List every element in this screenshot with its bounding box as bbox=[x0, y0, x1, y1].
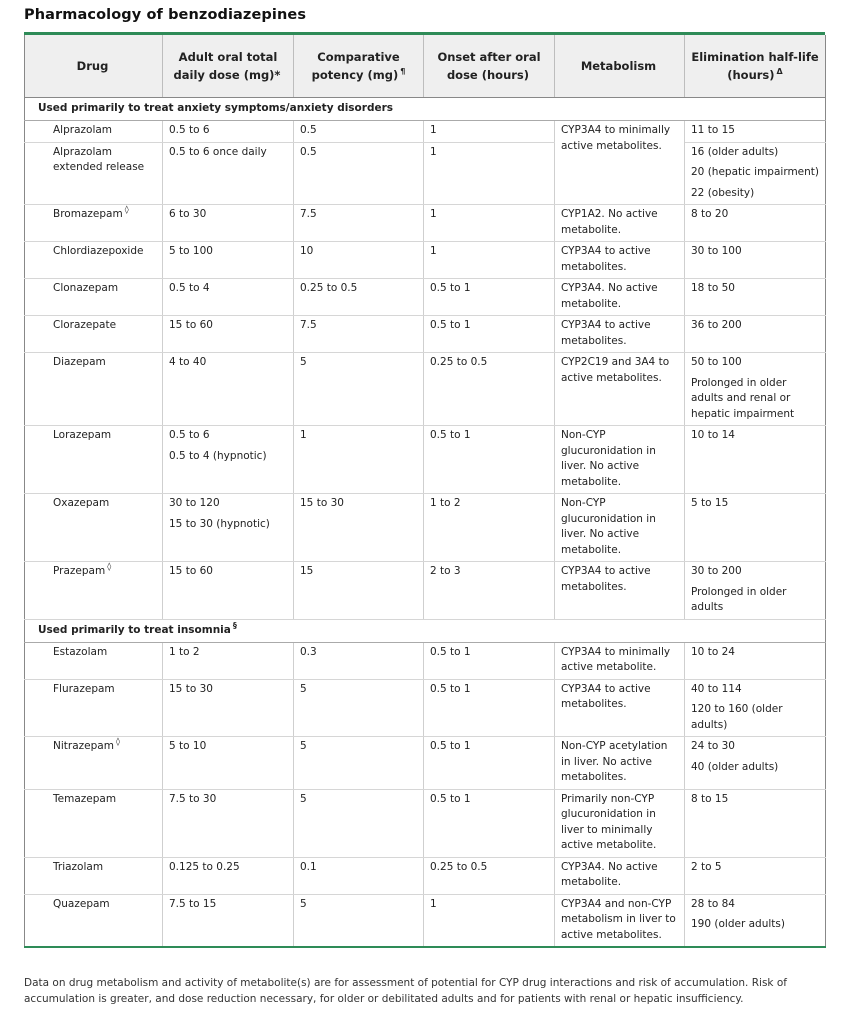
col-header-onset: Onset after oral dose (hours) bbox=[424, 35, 555, 98]
metabolism-cell: CYP3A4 to minimally active metabolite. bbox=[555, 642, 685, 679]
drug-cell bbox=[25, 279, 163, 316]
table-row bbox=[25, 679, 826, 737]
drug-name: Clonazepam bbox=[53, 282, 119, 294]
dose-line: 7.5 to 15 bbox=[169, 897, 217, 910]
onset-cell: 1 bbox=[424, 121, 555, 143]
half-life-cell bbox=[685, 121, 826, 143]
drug-name: Clorazepate bbox=[53, 319, 117, 331]
onset-cell: 0.5 to 1 bbox=[424, 679, 555, 737]
half-life-cell bbox=[685, 494, 826, 562]
drug-cell bbox=[25, 494, 163, 562]
dose-cell bbox=[163, 857, 294, 894]
metabolism-cell: CYP2C19 and 3A4 to active metabolites. bbox=[555, 353, 685, 426]
dose-cell bbox=[163, 242, 294, 279]
dose-line: 0.5 to 4 (hypnotic) bbox=[169, 449, 267, 462]
half-life-line: 190 (older adults) bbox=[691, 918, 785, 930]
benzodiazepine-table bbox=[24, 35, 826, 948]
potency-cell: 15 bbox=[294, 562, 424, 620]
onset-cell: 1 bbox=[424, 894, 555, 947]
dose-line: 15 to 60 bbox=[169, 565, 213, 577]
drug-cell bbox=[25, 679, 163, 737]
onset-cell: 1 bbox=[424, 242, 555, 279]
potency-cell: 7.5 bbox=[294, 316, 424, 353]
metabolism-cell: CYP3A4. No active metabolite. bbox=[555, 279, 685, 316]
metabolism-cell: CYP3A4 to active metabolites. bbox=[555, 679, 685, 737]
metabolism-cell: CYP3A4 and non-CYP metabolism in liver to active metabolites. bbox=[555, 894, 685, 947]
drug-name: Quazepam bbox=[53, 897, 110, 910]
section-heading bbox=[25, 98, 826, 121]
potency-cell: 1 bbox=[294, 426, 424, 494]
col-header-potency: Comparative potency (mg) ¶ bbox=[294, 35, 424, 98]
section-row bbox=[25, 619, 826, 642]
dose-line: 6 to 30 bbox=[169, 208, 207, 220]
table-row bbox=[25, 142, 826, 205]
table-row bbox=[25, 494, 826, 562]
half-life-line: 40 (older adults) bbox=[691, 760, 779, 773]
half-life-line: 18 to 50 bbox=[691, 282, 735, 294]
half-life-line: 20 (hepatic impairment) bbox=[691, 166, 820, 178]
drug-name: Temazepam bbox=[53, 792, 117, 805]
half-life-cell bbox=[685, 242, 826, 279]
table-row bbox=[25, 789, 826, 857]
drug-name: Alprazolam bbox=[53, 124, 113, 136]
half-life-cell bbox=[685, 142, 826, 205]
drug-name: Alprazolam extended release bbox=[53, 145, 145, 173]
potency-cell: 0.5 bbox=[294, 142, 424, 205]
dose-line: 1 to 2 bbox=[169, 645, 200, 658]
drug-cell bbox=[25, 894, 163, 947]
table-row bbox=[25, 737, 826, 790]
dose-cell bbox=[163, 679, 294, 737]
half-life-line: 30 to 100 bbox=[691, 245, 742, 257]
drug-name: Prazepam ◊ bbox=[53, 562, 112, 577]
dose-line: 30 to 120 bbox=[169, 497, 220, 509]
drug-cell bbox=[25, 737, 163, 790]
half-life-line: 40 to 114 bbox=[691, 682, 742, 695]
section-heading bbox=[25, 619, 826, 642]
half-life-line: 120 to 160 (older adults) bbox=[691, 703, 783, 731]
dose-line: 0.5 to 4 bbox=[169, 282, 210, 294]
onset-cell: 1 bbox=[424, 142, 555, 205]
col-header-half-life: Elimination half-life (hours) $^\Delta$ bbox=[685, 35, 826, 98]
drug-name: Estazolam bbox=[53, 645, 108, 658]
drug-cell bbox=[25, 242, 163, 279]
dose-cell bbox=[163, 494, 294, 562]
onset-cell: 2 to 3 bbox=[424, 562, 555, 620]
potency-cell: 5 bbox=[294, 353, 424, 426]
half-life-line: 11 to 15 bbox=[691, 124, 735, 136]
dose-line: 0.5 to 6 bbox=[169, 429, 210, 441]
onset-cell: 0.5 to 1 bbox=[424, 426, 555, 494]
table-row bbox=[25, 205, 826, 242]
potency-cell: 0.3 bbox=[294, 642, 424, 679]
table-row bbox=[25, 121, 826, 143]
section-row bbox=[25, 98, 826, 121]
half-life-cell bbox=[685, 857, 826, 894]
potency-cell: 0.5 bbox=[294, 121, 424, 143]
drug-name: Triazolam bbox=[53, 860, 104, 873]
drug-name: Lorazepam bbox=[53, 429, 112, 441]
half-life-cell bbox=[685, 205, 826, 242]
section-label: Used primarily to treat insomnia bbox=[38, 623, 231, 636]
potency-cell: 0.25 to 0.5 bbox=[294, 279, 424, 316]
drug-name: Nitrazepam ◊ bbox=[53, 737, 120, 752]
drug-footnote-mark: ◊ bbox=[115, 737, 120, 746]
dose-cell bbox=[163, 205, 294, 242]
dose-line: 0.5 to 6 bbox=[169, 124, 210, 136]
drug-cell bbox=[25, 205, 163, 242]
half-life-line: 30 to 200 bbox=[691, 565, 742, 577]
drug-name: Chlordiazepoxide bbox=[53, 245, 144, 257]
drug-name: Oxazepam bbox=[53, 497, 110, 509]
table-header bbox=[25, 35, 826, 98]
drug-cell bbox=[25, 789, 163, 857]
half-life-cell bbox=[685, 679, 826, 737]
drug-name: Diazepam bbox=[53, 356, 106, 368]
half-life-line: 50 to 100 bbox=[691, 356, 742, 368]
drug-cell bbox=[25, 642, 163, 679]
table-row bbox=[25, 279, 826, 316]
metabolism-cell: Non-CYP glucuronidation in liver. No active metabolite. bbox=[555, 426, 685, 494]
benzodiazepine-table-container bbox=[24, 32, 825, 948]
dose-line: 7.5 to 30 bbox=[169, 792, 217, 805]
onset-cell: 0.25 to 0.5 bbox=[424, 353, 555, 426]
drug-cell bbox=[25, 353, 163, 426]
potency-cell: 0.1 bbox=[294, 857, 424, 894]
metabolism-cell: Non-CYP glucuronidation in liver. No active metabolite. bbox=[555, 494, 685, 562]
dose-cell bbox=[163, 121, 294, 143]
half-life-cell bbox=[685, 789, 826, 857]
onset-cell: 0.5 to 1 bbox=[424, 789, 555, 857]
table-row bbox=[25, 894, 826, 947]
half-life-line: 10 to 24 bbox=[691, 645, 735, 658]
half-life-cell bbox=[685, 426, 826, 494]
half-life-line: 28 to 84 bbox=[691, 897, 735, 910]
onset-cell: 0.5 to 1 bbox=[424, 737, 555, 790]
metabolism-cell: CYP3A4. No active metabolite. bbox=[555, 857, 685, 894]
header-row bbox=[25, 35, 826, 98]
footnote: Data on drug metabolism and activity of metabolite(s) are for assessment of potential for CYP drug interactions and risk of accumulation. Risk of accumulation is greater, and dose reduction necessary, for older or debilitated adults and for patients with renal or hepatic insufficiency. bbox=[24, 977, 787, 1005]
table-row bbox=[25, 242, 826, 279]
half-life-line: Prolonged in older adults and renal or hepatic impairment bbox=[691, 376, 795, 420]
half-life-line: 22 (obesity) bbox=[691, 186, 755, 199]
half-life-line: 5 to 15 bbox=[691, 497, 729, 509]
drug-cell bbox=[25, 426, 163, 494]
half-life-line: 24 to 30 bbox=[691, 740, 735, 752]
dose-cell bbox=[163, 894, 294, 947]
dose-cell bbox=[163, 789, 294, 857]
table-row bbox=[25, 353, 826, 426]
potency-cell: 5 bbox=[294, 679, 424, 737]
half-life-cell bbox=[685, 562, 826, 620]
potency-cell: 10 bbox=[294, 242, 424, 279]
onset-cell: 0.5 to 1 bbox=[424, 316, 555, 353]
section-label: Used primarily to treat anxiety symptoms/anxiety disorders bbox=[38, 102, 394, 114]
drug-name: Bromazepam ◊ bbox=[53, 205, 129, 220]
onset-cell: 0.25 to 0.5 bbox=[424, 857, 555, 894]
metabolism-cell: CYP3A4 to active metabolites. bbox=[555, 316, 685, 353]
drug-cell bbox=[25, 121, 163, 143]
dose-line: 5 to 10 bbox=[169, 740, 207, 752]
col-header-dose: Adult oral total daily dose (mg)* bbox=[163, 35, 294, 98]
half-life-cell bbox=[685, 316, 826, 353]
half-life-cell bbox=[685, 279, 826, 316]
half-life-line: Prolonged in older adults bbox=[691, 585, 787, 613]
metabolism-cell: Non-CYP acetylation in liver. No active metabolites. bbox=[555, 737, 685, 790]
onset-cell: 1 bbox=[424, 205, 555, 242]
table-row bbox=[25, 426, 826, 494]
onset-cell: 1 to 2 bbox=[424, 494, 555, 562]
dose-line: 5 to 100 bbox=[169, 245, 213, 257]
drug-cell bbox=[25, 316, 163, 353]
metabolism-cell: Primarily non-CYP glucuronidation in liver to minimally active metabolite. bbox=[555, 789, 685, 857]
half-life-line: 36 to 200 bbox=[691, 319, 742, 331]
dose-cell bbox=[163, 142, 294, 205]
potency-cell: 5 bbox=[294, 737, 424, 790]
table-row bbox=[25, 562, 826, 620]
drug-footnote-mark: ◊ bbox=[124, 205, 129, 214]
table-row bbox=[25, 642, 826, 679]
dose-cell bbox=[163, 642, 294, 679]
metabolism-cell: CYP1A2. No active metabolite. bbox=[555, 205, 685, 242]
dose-line: 15 to 30 (hypnotic) bbox=[169, 517, 270, 530]
col-header-metabolism: Metabolism bbox=[555, 35, 685, 98]
dose-cell bbox=[163, 279, 294, 316]
dose-line: 4 to 40 bbox=[169, 356, 207, 368]
drug-cell bbox=[25, 562, 163, 620]
dose-cell bbox=[163, 562, 294, 620]
metabolism-cell: CYP3A4 to minimally active metabolites. bbox=[555, 121, 685, 205]
potency-cell: 5 bbox=[294, 894, 424, 947]
dose-line: 15 to 30 bbox=[169, 682, 213, 695]
dose-cell bbox=[163, 353, 294, 426]
half-life-cell bbox=[685, 642, 826, 679]
dose-cell bbox=[163, 737, 294, 790]
potency-cell: 5 bbox=[294, 789, 424, 857]
onset-cell: 0.5 to 1 bbox=[424, 642, 555, 679]
half-life-cell bbox=[685, 894, 826, 947]
col-header-drug: Drug bbox=[25, 35, 163, 98]
dose-cell bbox=[163, 426, 294, 494]
onset-cell: 0.5 to 1 bbox=[424, 279, 555, 316]
table-row bbox=[25, 857, 826, 894]
half-life-line: 10 to 14 bbox=[691, 429, 735, 441]
potency-cell: 15 to 30 bbox=[294, 494, 424, 562]
page-title: Pharmacology of benzodiazepines bbox=[24, 7, 307, 23]
drug-footnote-mark: ◊ bbox=[107, 562, 112, 571]
half-life-line: 2 to 5 bbox=[691, 860, 722, 873]
table-body bbox=[25, 98, 826, 948]
drug-cell bbox=[25, 857, 163, 894]
metabolism-cell: CYP3A4 to active metabolites. bbox=[555, 562, 685, 620]
dose-line: 15 to 60 bbox=[169, 319, 213, 331]
section-mark: § bbox=[232, 620, 237, 630]
half-life-line: 8 to 15 bbox=[691, 792, 729, 805]
half-life-cell bbox=[685, 353, 826, 426]
half-life-line: 8 to 20 bbox=[691, 208, 729, 220]
dose-line: 0.125 to 0.25 bbox=[169, 860, 240, 873]
dose-line: 0.5 to 6 once daily bbox=[169, 145, 267, 158]
drug-cell bbox=[25, 142, 163, 205]
half-life-line: 16 (older adults) bbox=[691, 145, 779, 158]
drug-name: Flurazepam bbox=[53, 682, 115, 695]
dose-cell bbox=[163, 316, 294, 353]
potency-cell: 7.5 bbox=[294, 205, 424, 242]
half-life-cell bbox=[685, 737, 826, 790]
table-row bbox=[25, 316, 826, 353]
metabolism-cell: CYP3A4 to active metabolites. bbox=[555, 242, 685, 279]
